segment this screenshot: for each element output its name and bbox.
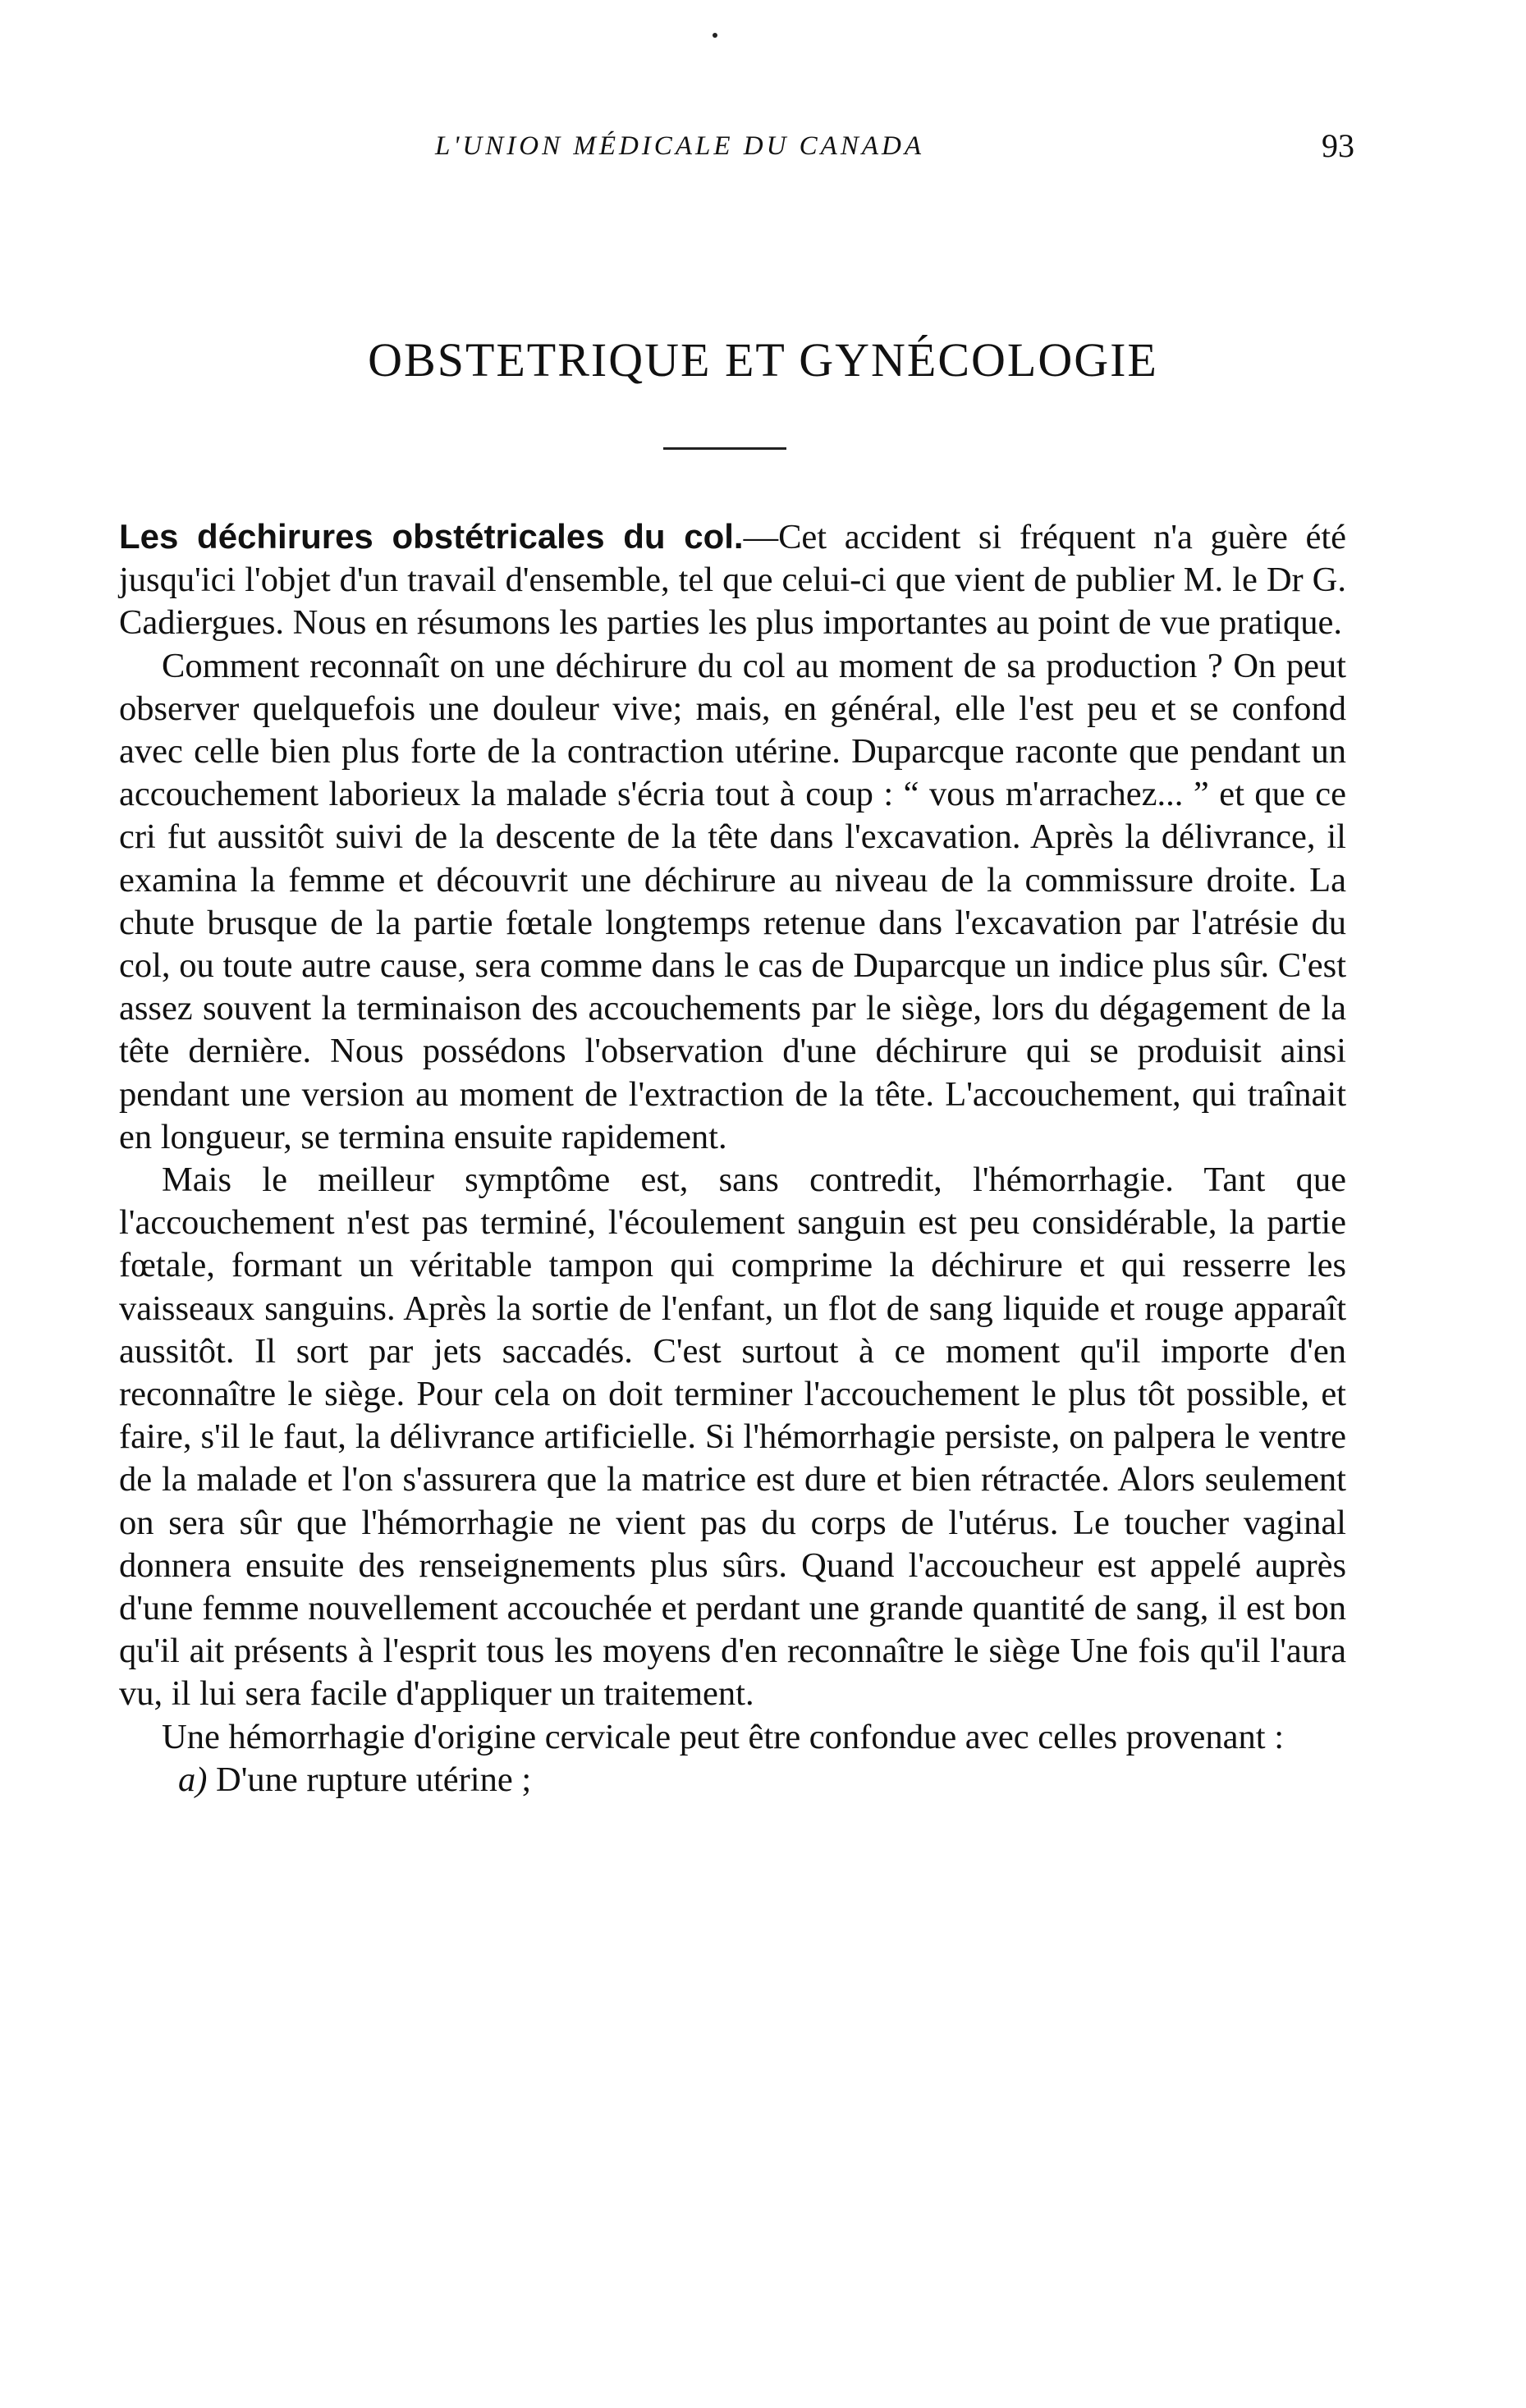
journal-name: L'UNION MÉDICALE DU CANADA xyxy=(435,131,924,161)
list-item-marker: a) xyxy=(178,1760,208,1799)
paragraph-1 xyxy=(119,515,1346,645)
list-item-text: D'une rupture utérine ; xyxy=(216,1760,532,1799)
paragraph-2: Comment reconnaît on une déchirure du col au moment de sa production ? On peut observer quelquefois une douleur vive; mais, en général, elle l'est peu et se confond avec celle bien plus forte de la contraction utérine. Duparcque raconte que pendant un accouchement laborieux la malade s'écria tout à coup : “ vous m'arrachez... ” et que ce cri fut aussitôt suivi de la descente de la tête dans l'excavation. Après la délivrance, il examina la femme et découvrit une déchirure au niveau de la commissure droite. La chute brusque de la partie fœtale longtemps retenue dans l'excavation par l'atrésie du col, ou toute autre cause, sera comme dans le cas de Duparcque un indice plus sûr. C'est assez souvent la terminaison des accouchements par le siège, lors du dégagement de la tête dernière. Nous possédons l'observation d'une déchirure qui se produisit ainsi pendant une version au moment de l'extraction de la tête. L'accouchement, qui traînait en longueur, se termina ensuite rapidement. xyxy=(119,646,1346,1156)
ink-dot xyxy=(713,33,717,38)
title-rule xyxy=(663,447,786,450)
page-number: 93 xyxy=(1322,127,1354,164)
article-body xyxy=(119,515,1346,1801)
paragraph-4: Une hémorrhagie d'origine cervicale peut être confondue avec celles provenant : xyxy=(162,1717,1285,1756)
paragraph-3: Mais le meilleur symptôme est, sans contredit, l'hémorrhagie. Tant que l'accouchement n'est pas terminé, l'écoulement sanguin est peu considérable, la partie fœtale, formant un véritable tampon qui comprime la déchirure et qui resserre les vaisseaux sanguins. Après la sortie de l'enfant, un flot de sang liquide et rouge apparaît aussitôt. Il sort par jets saccadés. C'est surtout à ce moment qu'il importe d'en reconnaître le siège. Pour cela on doit terminer l'accouchement le plus tôt possible, et faire, s'il le faut, la délivrance artificielle. Si l'hémorrhagie persiste, on palpera le ventre de la malade et l'on s'assurera que la matrice est dure et bien rétractée. Alors seulement on sera sûr que l'hémorrhagie ne vient pas du corps de l'utérus. Le toucher vaginal donnera ensuite des renseignements plus sûrs. Quand l'accoucheur est appelé auprès d'une femme nouvellement accouchée et perdant une grande quantité de sang, il est bon qu'il ait présents à l'esprit tous les moyens d'en reconnaître le siège Une fois qu'il l'aura vu, il lui sera facile d'appliquer un traitement. xyxy=(119,1161,1346,1714)
running-header xyxy=(123,127,1354,172)
article-lead-title: Les déchirures obstétricales du col. xyxy=(119,517,744,556)
list-item xyxy=(119,1759,1346,1801)
section-title: OBSTETRIQUE ET GYNÉCOLOGIE xyxy=(368,333,1158,387)
paragraph-1-text: —Cet accident si fréquent n'a guère été jusqu'ici l'objet d'un travail d'ensemble, tel que celui-ci que vient de publier M. le Dr G. Cadiergues. Nous en résumons les parties les plus importantes au point de vue pratique. xyxy=(119,518,1346,643)
